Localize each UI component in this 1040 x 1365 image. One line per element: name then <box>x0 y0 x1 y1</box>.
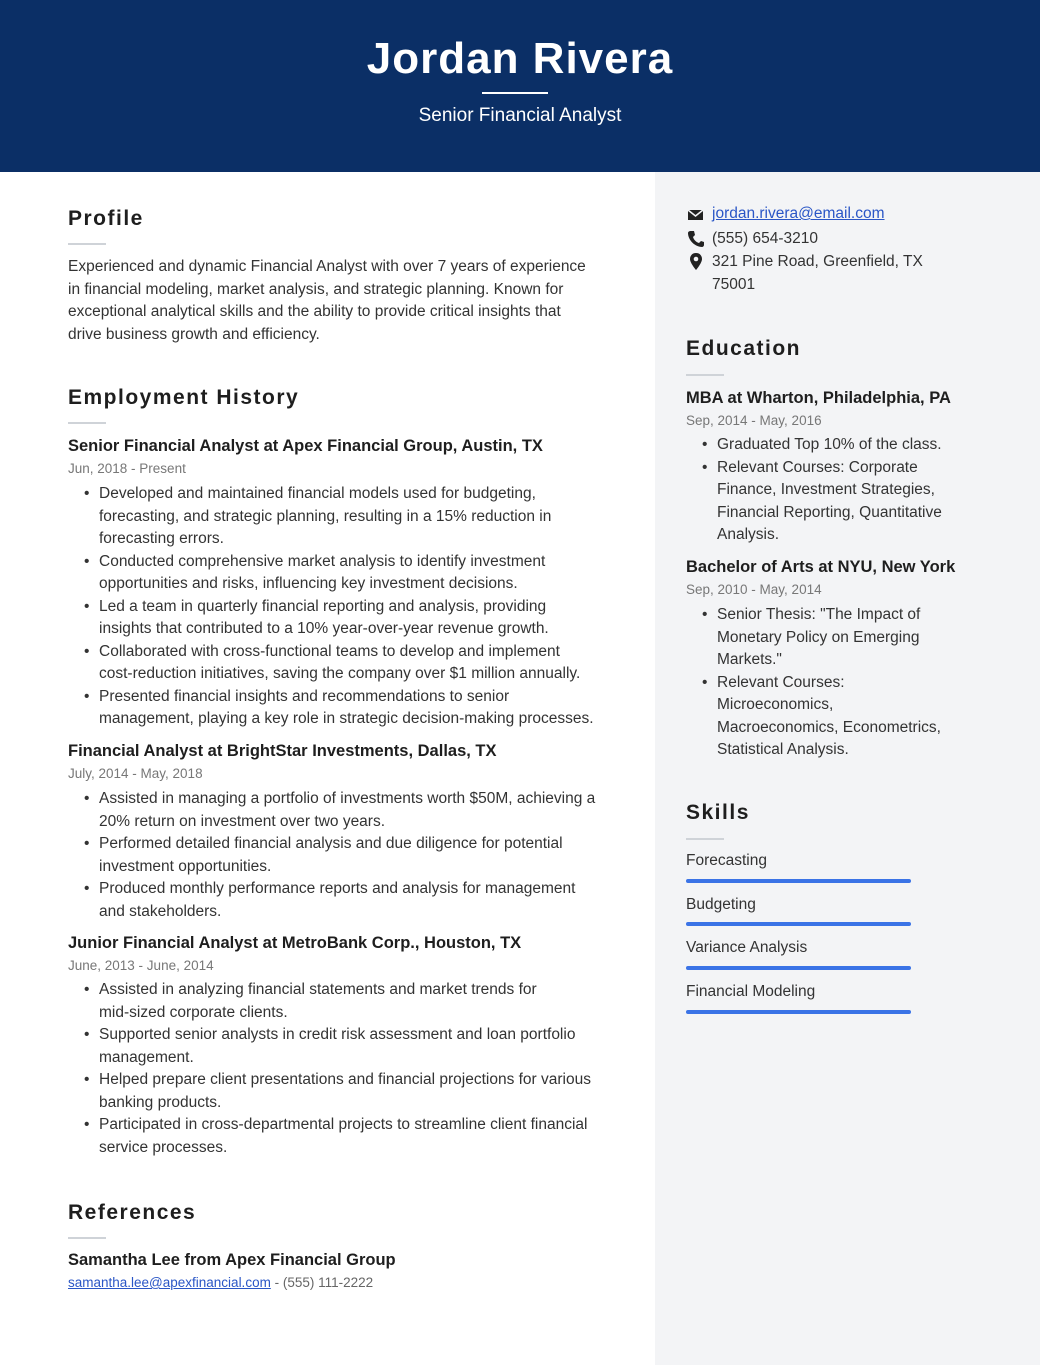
education-dates: Sep, 2010 - May, 2014 <box>686 582 822 597</box>
list-item: • Relevant Courses: Corporate Finance, Investment Strategies, Financial Reporting, Quantitative Analysis. <box>687 457 977 547</box>
skill-bar <box>686 1010 911 1014</box>
skill-bar <box>686 966 911 970</box>
job-dates: July, 2014 - May, 2018 <box>68 766 203 781</box>
skill-label: Financial Modeling <box>686 983 816 1000</box>
education-heading: Education <box>686 337 802 360</box>
job-bullets <box>69 483 639 731</box>
profile-line: Experienced and dynamic Financial Analyst with over 7 years of experience <box>68 258 586 275</box>
contact-phone-row <box>686 228 976 251</box>
education-dates: Sep, 2014 - May, 2016 <box>686 413 822 428</box>
job-title: Senior Financial Analyst at Apex Financial Group, Austin, TX <box>68 437 543 455</box>
envelope-icon <box>686 205 706 225</box>
reference-email-link[interactable]: samantha.lee@apexfinancial.com <box>68 1275 271 1290</box>
skill-bar <box>686 879 911 883</box>
education-bullets <box>687 604 977 762</box>
list-item: • Supported senior analysts in credit risk assessment and loan portfolio management. <box>69 1024 639 1069</box>
list-item: • Performed detailed financial analysis and due diligence for potential investment opportunities. <box>69 833 639 878</box>
list-item: • Helped prepare client presentations and financial projections for various banking products. <box>69 1069 639 1114</box>
header-divider <box>482 92 548 94</box>
profile-rule <box>68 243 106 245</box>
contact-email-link[interactable]: jordan.rivera@email.com <box>712 205 885 222</box>
profile-heading: Profile <box>68 207 144 230</box>
job-bullets <box>69 788 639 923</box>
contact-address-row <box>686 251 976 297</box>
resume-header <box>0 0 1040 172</box>
job-bullets <box>69 979 639 1159</box>
reference-contact <box>68 1275 373 1290</box>
list-item: • Senior Thesis: "The Impact of Monetary Policy on Emerging Markets." <box>687 604 977 672</box>
list-item: • Graduated Top 10% of the class. <box>687 434 977 457</box>
profile-summary <box>68 256 628 346</box>
skills-rule <box>686 838 724 840</box>
education-rule <box>686 374 724 376</box>
list-item: • Participated in cross-departmental projects to streamline client financial service processes. <box>69 1114 639 1159</box>
candidate-title: Senior Financial Analyst <box>418 105 622 126</box>
profile-line: in financial modeling, market analysis, and strategic planning. Known for <box>68 280 564 298</box>
list-item: • Conducted comprehensive market analysis to identify investment opportunities and risks, influencing key investment decisions. <box>69 551 639 596</box>
list-item: • Produced monthly performance reports and analysis for management and stakeholders. <box>69 878 639 923</box>
skill-label: Forecasting <box>686 852 767 869</box>
list-item: • Collaborated with cross-functional teams to develop and implement cost-reduction initiatives, saving the company over $1 million annually. <box>69 641 639 686</box>
references-rule <box>68 1237 106 1239</box>
reference-phone: (555) 111-2222 <box>282 1275 374 1290</box>
list-item: • Relevant Courses: Microeconomics, Macroeconomics, Econometrics, Statistical Analysis. <box>687 672 977 762</box>
profile-line: drive business growth and efficiency. <box>68 325 320 343</box>
list-item: • Led a team in quarterly financial reporting and analysis, providing insights that contributed to a 10% year-over-year revenue growth. <box>69 596 639 641</box>
education-bullets <box>687 434 977 547</box>
list-item: • Assisted in managing a portfolio of investments worth $50M, achieving a 20% return on investment over two years. <box>69 788 639 833</box>
list-item: • Assisted in analyzing financial statements and market trends for mid-sized corporate clients. <box>69 979 639 1024</box>
job-dates: June, 2013 - June, 2014 <box>68 958 214 973</box>
job-title: Junior Financial Analyst at MetroBank Corp., Houston, TX <box>68 934 522 952</box>
profile-line: exceptional analytical skills and the ability to provide critical insights that <box>68 303 561 320</box>
contact-address <box>712 251 952 296</box>
location-pin-icon <box>686 252 706 272</box>
contact-email-row <box>686 203 976 226</box>
job-dates: Jun, 2018 - Present <box>68 461 186 476</box>
contact-phone: (555) 654-3210 <box>712 230 818 247</box>
phone-icon <box>686 229 706 249</box>
address-line: 75001 <box>712 275 756 293</box>
reference-separator: - <box>270 1275 283 1290</box>
skill-bar <box>686 922 911 926</box>
candidate-name: Jordan Rivera <box>366 34 674 83</box>
education-degree: Bachelor of Arts at NYU, New York <box>686 558 956 576</box>
reference-name: Samantha Lee from Apex Financial Group <box>68 1251 396 1269</box>
list-item: • Presented financial insights and recommendations to senior management, playing a key role in strategic decision-making processes. <box>69 686 639 731</box>
list-item: • Developed and maintained financial models used for budgeting, forecasting, and strategic planning, resulting in a 15% reduction in forecasting errors. <box>69 483 639 551</box>
skills-heading: Skills <box>686 801 750 824</box>
employment-rule <box>68 422 106 424</box>
employment-heading: Employment History <box>68 386 300 409</box>
skill-label: Variance Analysis <box>686 939 808 956</box>
address-line: 321 Pine Road, Greenfield, TX <box>712 253 923 270</box>
education-degree: MBA at Wharton, Philadelphia, PA <box>686 389 951 407</box>
references-heading: References <box>68 1201 197 1224</box>
job-title: Financial Analyst at BrightStar Investments, Dallas, TX <box>68 742 497 760</box>
skill-label: Budgeting <box>686 896 756 913</box>
